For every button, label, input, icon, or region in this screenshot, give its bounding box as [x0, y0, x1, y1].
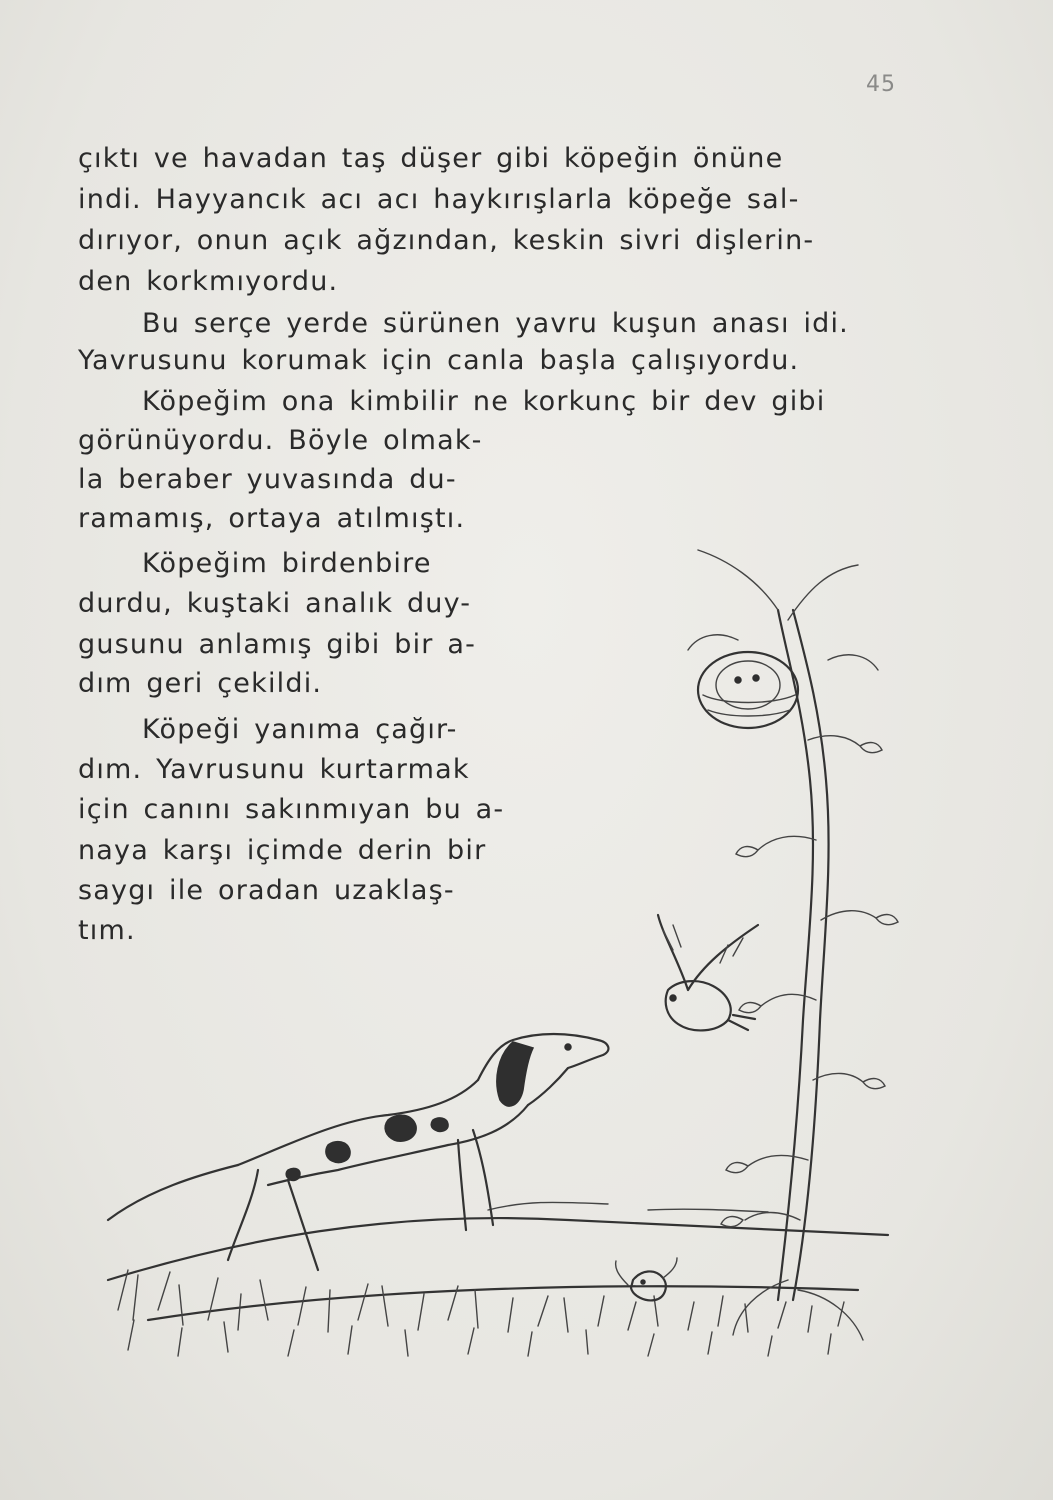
text-line: Bu serçe yerde sürünen yavru kuşun anası idi.	[142, 308, 849, 339]
text-line: için canını sakınmıyan bu a-	[78, 794, 505, 825]
text-line: ramamış, ortaya atılmıştı.	[78, 503, 466, 534]
grass-icon	[108, 1202, 888, 1356]
text-line: dırıyor, onun açık ağzından, keskin sivri dişlerin-	[78, 225, 815, 256]
text-line: den korkmıyordu.	[78, 266, 339, 297]
dog-and-sparrow-illustration	[88, 520, 938, 1370]
text-line: Köpeğim birdenbire	[142, 548, 432, 579]
nest-icon	[698, 652, 798, 728]
text-line: çıktı ve havadan taş düşer gibi köpeğin önüne	[78, 143, 784, 174]
text-line: Yavrusunu korumak için canla başla çalışıyordu.	[78, 345, 800, 376]
sparrow-icon	[658, 915, 758, 1030]
baby-bird-icon	[616, 1258, 677, 1300]
text-line: indi. Hayyancık acı acı haykırışlarla köpeğe sal-	[78, 184, 800, 215]
text-line: Köpeği yanıma çağır-	[142, 714, 458, 745]
text-line: durdu, kuştaki analık duy-	[78, 588, 472, 619]
text-line: dım geri çekildi.	[78, 668, 323, 699]
illustration-drawing	[88, 520, 938, 1370]
text-line: tım.	[78, 915, 136, 946]
text-line: gusunu anlamış gibi bir a-	[78, 629, 477, 660]
text-line: naya karşı içimde derin bir	[78, 835, 487, 866]
tree-icon	[688, 550, 898, 1340]
text-line: dım. Yavrusunu kurtarmak	[78, 754, 470, 785]
text-line: görünüyordu. Böyle olmak-	[78, 425, 483, 456]
text-line: la beraber yuvasında du-	[78, 464, 457, 495]
dog-icon	[108, 1034, 608, 1270]
text-line: Köpeğim ona kimbilir ne korkunç bir dev gibi	[142, 386, 826, 417]
text-line: saygı ile oradan uzaklaş-	[78, 875, 455, 906]
page-number: 45	[866, 72, 896, 97]
